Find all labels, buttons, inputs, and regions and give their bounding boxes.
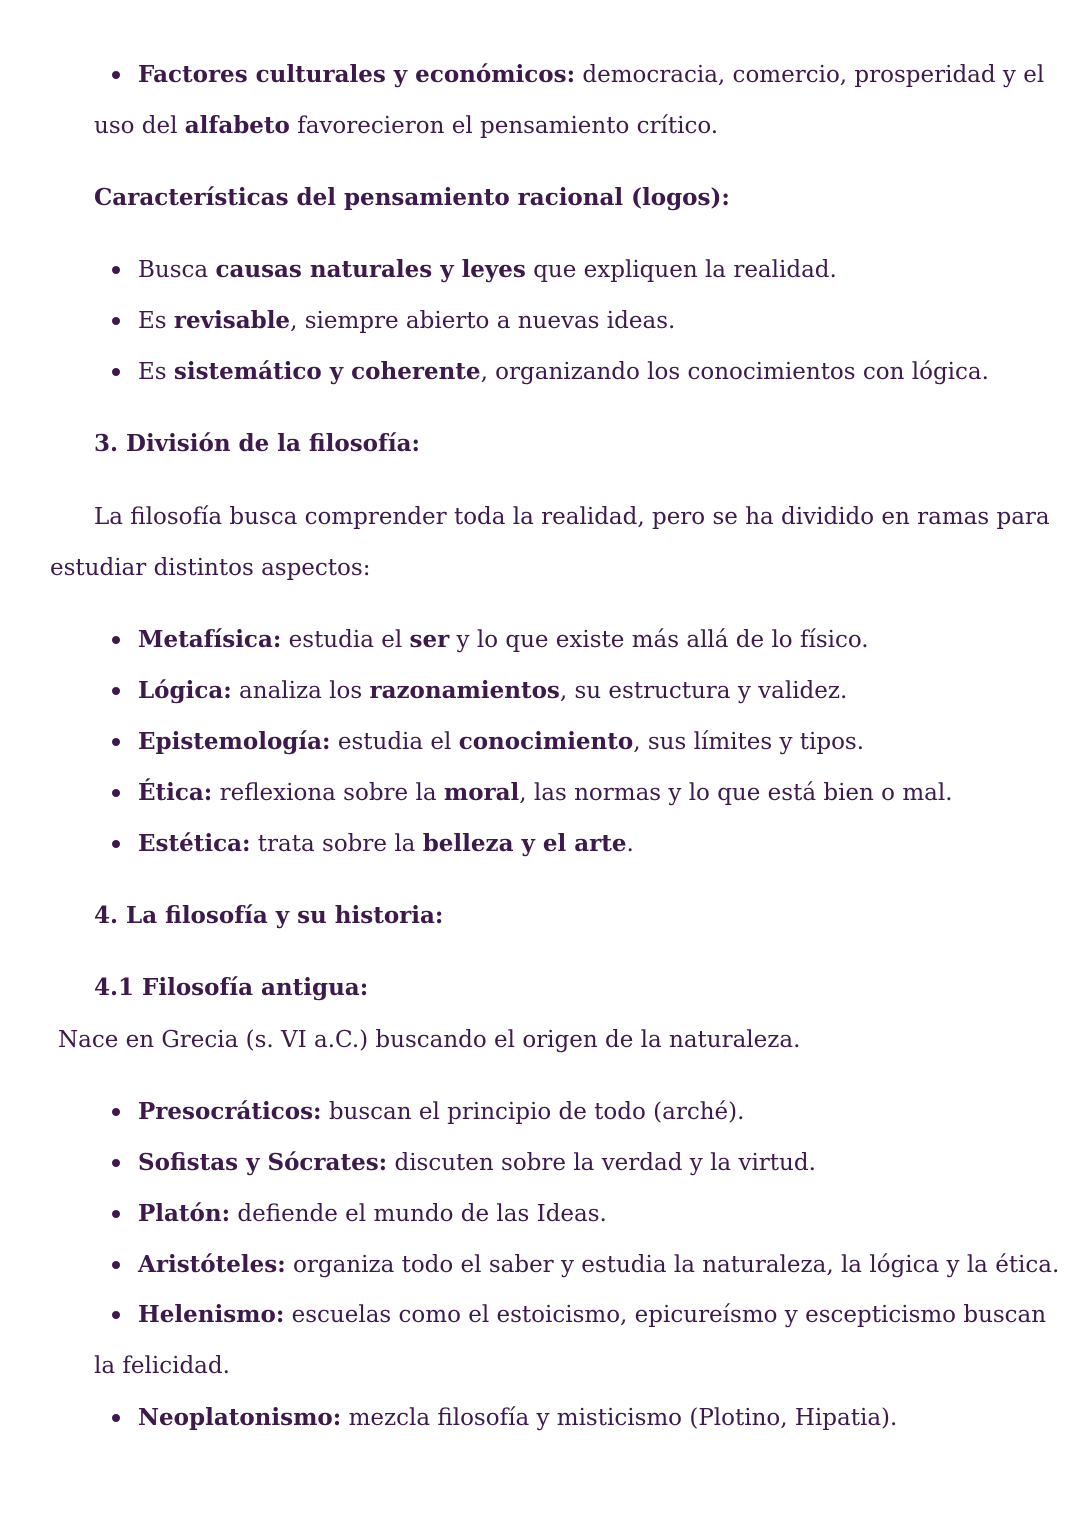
history-intro: Nace en Grecia (s. VI a.C.) buscando el origen de la naturaleza.: [58, 1027, 801, 1053]
list-item: [138, 727, 864, 757]
item-term: Sofistas y Sócrates:: [138, 1149, 388, 1176]
list-item: [138, 778, 953, 808]
section-3-heading: 3. División de la filosofía:: [94, 430, 421, 457]
bullet-icon: [112, 1311, 120, 1319]
item-term: Aristóteles:: [138, 1251, 286, 1278]
culture-text: democracia, comercio, prosperidad y el: [575, 62, 1045, 88]
bullet-icon: [112, 687, 120, 695]
culture-bullet-line2: [94, 111, 718, 141]
item-text: trata sobre la: [250, 831, 423, 857]
item-text: , las normas y lo que está bien o mal.: [519, 780, 953, 806]
item-bold: razonamientos: [369, 677, 560, 704]
item-text: .: [626, 831, 634, 857]
item-text: organiza todo el saber y estudia la naturaleza, la lógica y la ética.: [285, 1252, 1060, 1278]
item-text: Es: [138, 359, 174, 385]
item-bold: revisable: [173, 307, 291, 334]
item-text: , su estructura y validez.: [559, 678, 848, 704]
list-item: [138, 1250, 1059, 1280]
item-term: Epistemología:: [138, 728, 331, 755]
bullet-icon: [112, 1414, 120, 1422]
item-bold: belleza y el arte: [422, 830, 627, 857]
item-text: que expliquen la realidad.: [525, 257, 837, 283]
bullet-icon: [112, 71, 120, 79]
culture-text-3: favorecieron el pensamiento crítico.: [289, 113, 719, 139]
bullet-icon: [112, 317, 120, 325]
item-bold: sistemático y coherente: [173, 358, 481, 385]
item-text: analiza los: [231, 678, 370, 704]
item-text: buscan el principio de todo (arché).: [321, 1099, 745, 1125]
division-intro-line1: La filosofía busca comprender toda la realidad, pero se ha dividido en ramas para: [94, 504, 1050, 530]
division-intro-line2: estudiar distintos aspectos:: [50, 555, 371, 581]
list-item: [138, 1199, 607, 1229]
item-text: y lo que existe más allá de lo físico.: [449, 627, 869, 653]
item-bold: ser: [409, 626, 450, 653]
item-term: Helenismo:: [138, 1301, 285, 1328]
item-term: Platón:: [138, 1200, 231, 1227]
item-text: discuten sobre la verdad y la virtud.: [387, 1150, 816, 1176]
bullet-icon: [112, 789, 120, 797]
bullet-icon: [112, 1261, 120, 1269]
section-4-heading: 4. La filosofía y su historia:: [94, 902, 444, 929]
bullet-icon: [112, 368, 120, 376]
list-item: [138, 357, 989, 387]
item-text: estudia el: [281, 627, 410, 653]
culture-text-2: uso del: [94, 113, 185, 139]
item-text: , siempre abierto a nuevas ideas.: [290, 308, 676, 334]
item-text: , sus límites y tipos.: [633, 729, 865, 755]
list-item: [138, 255, 837, 285]
item-text: mezcla filosofía y misticismo (Plotino, Hipatia).: [341, 1405, 898, 1431]
item-text: escuelas como el estoicismo, epicureísmo y escepticismo buscan: [284, 1302, 1047, 1328]
item-text: Busca: [138, 257, 216, 283]
item-text: defiende el mundo de las Ideas.: [230, 1201, 607, 1227]
list-item: [138, 1148, 816, 1178]
list-item: [138, 676, 847, 706]
list-item: [138, 829, 634, 859]
item-text: Es: [138, 308, 174, 334]
bullet-icon: [112, 266, 120, 274]
bullet-icon: [112, 1210, 120, 1218]
logos-heading: Características del pensamiento racional (logos):: [94, 184, 730, 211]
list-item: [138, 1097, 744, 1127]
list-item: [138, 306, 675, 336]
item-bold: conocimiento: [458, 728, 634, 755]
item-term: Estética:: [138, 830, 251, 857]
list-item-continuation: la felicidad.: [94, 1353, 230, 1379]
item-text: reflexiona sobre la: [212, 780, 444, 806]
item-term: Ética:: [138, 779, 213, 806]
bullet-icon: [112, 1159, 120, 1167]
alfabeto-term: alfabeto: [184, 112, 290, 139]
bullet-icon: [112, 840, 120, 848]
item-text: , organizando los conocimientos con lógica.: [480, 359, 989, 385]
list-item: [138, 1403, 897, 1433]
item-term: Neoplatonismo:: [138, 1404, 342, 1431]
list-item: [138, 1300, 1046, 1330]
section-4-1-heading: 4.1 Filosofía antigua:: [94, 974, 369, 1001]
item-term: Presocráticos:: [138, 1098, 322, 1125]
item-bold: moral: [443, 779, 520, 806]
culture-bullet-line1: [138, 60, 1044, 90]
bullet-icon: [112, 738, 120, 746]
bullet-icon: [112, 636, 120, 644]
item-term: Metafísica:: [138, 626, 282, 653]
bullet-icon: [112, 1108, 120, 1116]
list-item: [138, 625, 869, 655]
item-text: estudia el: [330, 729, 459, 755]
item-bold: causas naturales y leyes: [215, 256, 526, 283]
culture-term: Factores culturales y económicos:: [138, 61, 576, 88]
item-term: Lógica:: [138, 677, 232, 704]
